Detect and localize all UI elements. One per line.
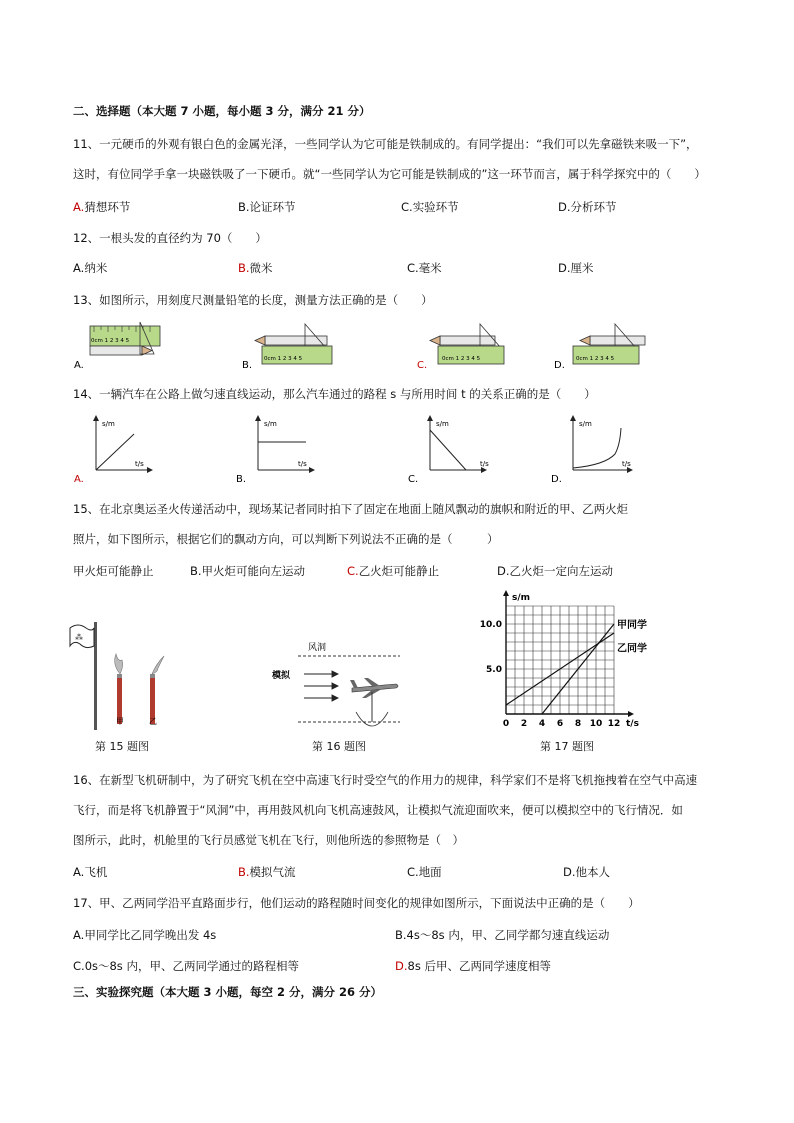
x-tick-label: 6 [556,719,564,729]
q15-option-a: 甲火炬可能静止 [73,564,154,578]
figure-15-caption: 第 15 题图 [95,740,149,753]
q13-label-c: C. [417,360,428,371]
q11-option-d: D.分析环节 [558,200,617,214]
q13-label-b: B. [242,360,253,371]
q15-option-b: B.甲火炬可能向左运动 [190,564,306,578]
figure-16-caption: 第 16 题图 [312,740,366,753]
q16-option-b: B.模拟气流 [238,865,296,879]
ruler-scale-d: 0cm 1 2 3 4 5 [576,356,615,362]
figure-16 [268,636,408,732]
q17-option-a: A.甲同学比乙同学晚出发 4s [73,928,217,942]
y-axis-label: s/m [512,593,531,603]
q15-line1: 15、在北京奥运圣火传递活动中，现场某记者同时拍下了固定在地面上随风飘动的旗帜和附近的甲、乙两火炬 [73,502,629,516]
q13-stem: 13、如图所示，用刻度尺测量铅笔的长度，测量方法正确的是（ ） [73,293,433,307]
graph-c [408,416,489,485]
x-tick-label: 2 [520,719,528,729]
x-tick-label: 8 [574,719,582,729]
svg-text:⁂: ⁂ [75,633,83,642]
q14-graphs [70,410,790,485]
ruler-figure-b [242,324,332,371]
fig16-model-label: 模拟 [272,671,291,681]
section-title-experiment: 三、实验探究题（本大题 3 小题，每空 2 分，满分 26 分） [73,985,383,999]
x-axis-label: t/s [626,719,639,729]
q17-stem: 17、甲、乙两同学沿平直路面步行，他们运动的路程随时间变化的规律如图所示，下面说法中正确的是（ ） [73,896,640,910]
q11-option-c: C.实验环节 [401,200,459,214]
q11-option-b: B.论证环节 [238,200,296,214]
q14-label-b: B. [236,474,247,485]
q17-option-c: C.0s～8s 内，甲、乙两同学通过的路程相等 [73,959,299,973]
graph-d-ylabel: s/m [579,420,592,428]
series-label-yi: 乙同学 [617,643,647,655]
fig15-label-jia: 甲 [116,717,124,726]
y-axis-arrow [503,590,509,596]
ruler-scale-a: 0cm 1 2 3 4 5 [91,338,130,344]
series-label-jia: 甲同学 [617,620,647,631]
graph-a [74,416,152,485]
q12-option-d: D.厘米 [558,261,594,275]
q14-stem: 14、一辆汽车在公路上做匀速直线运动，那么汽车通过的路程 s 与所用时间 t 的关系正确的是（ ） [73,387,596,401]
q16-line1: 16、在新型飞机研制中，为了研究飞机在空中高速飞行时受空气的作用力的规律，科学家们不是将飞机拖拽着在空气中高速 [73,773,698,787]
q14-label-c: C. [408,474,419,485]
x-tick-label: 12 [607,719,621,729]
x-tick-label: 10 [589,719,603,729]
q12-stem: 12、一根头发的直径约为 70（ ） [73,231,267,245]
graph-a-xlabel: t/s [135,460,144,468]
q13-ruler-figures [70,318,790,373]
x-axis-arrow [628,711,634,717]
y-tick-label: 5.0 [486,665,502,675]
x-tick-label: 0 [502,719,510,729]
q14-label-d: D. [551,474,562,485]
q11-line2: 这时，有位同学手拿一块磁铁吸了一下硬币。就“一些同学认为它可能是铁制成的”这一环节而言，属于科学探究中的（ ） [73,167,706,181]
section-title-choice: 二、选择题（本大题 7 小题，每小题 3 分，满分 21 分） [73,104,371,118]
graph-b-xlabel: t/s [298,460,307,468]
figure-15 [66,616,176,734]
figure-17-chart [470,588,670,730]
graph-c-ylabel: s/m [436,420,449,428]
graph-b-ylabel: s/m [264,420,277,428]
q16-option-d: D.他本人 [563,865,611,879]
q11-line1: 11、一元硬币的外观有银白色的金属光泽，一些同学认为它可能是铁制成的。有同学提出：“我们可以先拿磁铁来吸一下”， [73,137,698,151]
q12-option-a: A.纳米 [73,261,108,275]
q15-option-d: D.乙火炬一定向左运动 [497,564,614,578]
q12-option-b: B.微米 [238,261,273,275]
ruler-figure-d [554,324,645,371]
ruler-figure-a [74,322,160,371]
y-tick-label: 10.0 [479,620,502,630]
graph-c-xlabel: t/s [480,460,489,468]
q15-option-c: C.乙火炬可能静止 [347,564,440,578]
q16-option-a: A.飞机 [73,865,108,879]
q16-option-c: C.地面 [407,865,442,879]
q14-label-a: A. [74,474,84,485]
q17-option-b: B.4s～8s 内，甲、乙同学都匀速直线运动 [395,928,610,942]
q13-label-a: A. [74,360,84,371]
fig16-wind-tunnel-label: 风洞 [308,643,327,653]
graph-d [551,416,632,485]
fig15-label-yi: 乙 [149,717,157,726]
ruler-figure-c [417,324,504,371]
q16-line3: 图所示，此时，机舱里的飞行员感觉飞机在飞行，则他所选的参照物是（ ） [73,833,464,847]
graph-d-xlabel: t/s [622,460,631,468]
graph-b [236,416,314,485]
q17-option-d: D.8s 后甲、乙两同学速度相等 [395,959,551,973]
q13-label-d: D. [554,360,565,371]
ruler-scale-b: 0cm 1 2 3 4 5 [264,356,303,362]
q15-line2: 照片，如下图所示，根据它们的飘动方向，可以判断下列说法不正确的是（ ） [73,532,499,546]
ruler-scale-c: 0cm 1 2 3 4 5 [442,356,481,362]
q12-option-c: C.毫米 [407,261,442,275]
x-tick-label: 4 [538,719,546,729]
q11-option-a: A.猜想环节 [73,200,131,214]
q16-line2: 飞行，而是将飞机静置于“风洞”中，再用鼓风机向飞机高速鼓风，让模拟气流迎面吹来，便可以模拟空中的飞行情况．如 [73,803,683,817]
figure-17-caption: 第 17 题图 [540,740,594,753]
graph-a-ylabel: s/m [102,420,115,428]
